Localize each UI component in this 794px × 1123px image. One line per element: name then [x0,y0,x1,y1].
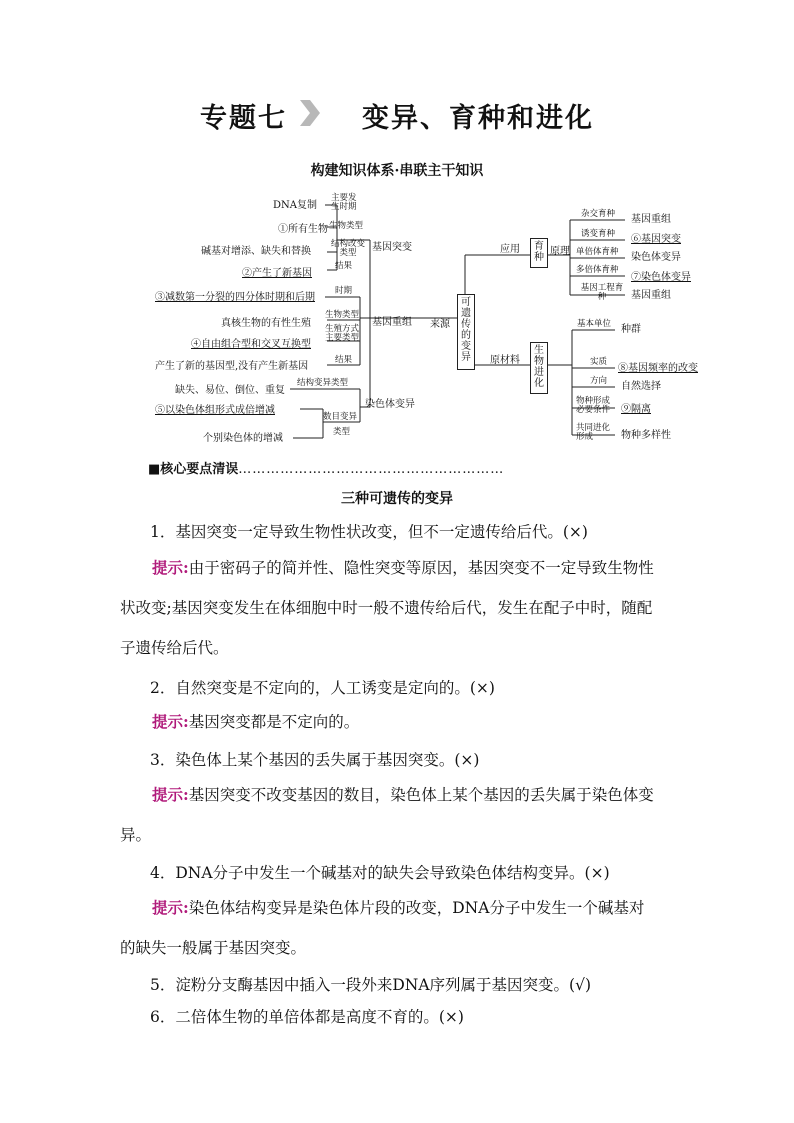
cv-left-2: ⑤以染色体组形式成倍增减 [155,405,275,416]
label-source: 来源 [430,319,450,330]
cv-left-1: 缺失、易位、倒位、重复 [175,385,285,396]
ev-val-4: ⑨隔离 [621,404,651,415]
ev-val-2: ⑧基因频率的改变 [618,363,698,374]
hint-1-cont2: 子遗传给后代。 [120,639,229,657]
br-basis-5: 基因重组 [631,290,671,301]
question-3: 3．染色体上某个基因的丢失属于基因突变。(×) [150,751,480,769]
hint-3-cont: 异。 [120,826,152,844]
gr-cond-4: 结果 [335,355,353,365]
cv-cond-2: 数目变异 [323,412,358,422]
question-6: 6．二倍体生物的单倍体都是高度不育的。(×) [150,1008,464,1026]
hint-4 [152,896,644,918]
branch-gene-recombination: 基因重组 [372,317,412,328]
hint-3-text: 基因突变不改变基因的数目，染色体上某个基因的丢失属于染色体变 [188,786,654,804]
hint-2-text: 基因突变都是不定向的。 [188,713,360,731]
gr-cond-2: 生物类型 [325,310,360,320]
gr-cond-3: 生殖方式 主要类型 [325,324,360,343]
label-principle: 原理 [550,246,570,257]
gm-left-4: ②产生了新基因 [242,268,312,279]
ev-key-2: 实质 [590,357,608,367]
hint-label: 提示: [152,712,189,731]
ev-key-3: 方向 [590,376,608,386]
question-4: 4．DNA分子中发生一个碱基对的缺失会导致染色体结构变异。(×) [150,864,610,882]
gr-left-2: 真核生物的有性生殖 [221,318,311,329]
ev-key-4: 物种形成必要条件 [576,396,611,415]
title-chapter: 专题七 [200,103,287,134]
question-5: 5．淀粉分支酶基因中插入一段外来DNA序列属于基因突变。(√) [150,976,592,994]
br-method-3: 单倍体育种 [576,247,619,257]
hint-1-text: 由于密码子的简并性、隐性突变等原因，基因突变不一定导致生物性 [188,559,654,577]
gr-left-1: ③减数第一分裂的四分体时期和后期 [155,292,315,303]
branch-gene-mutation: 基因突变 [372,242,412,253]
page-title [0,96,794,136]
cv-cond-3: 类型 [333,427,351,437]
section-header [148,458,504,477]
hint-4-text: 染色体结构变异是染色体片段的改变，DNA分子中发生一个碱基对 [188,899,645,917]
center-heritable-variation: 可遗传的变异 [457,294,475,370]
ev-val-5: 物种多样性 [621,430,671,441]
ev-key-5: 共同进化形成 [576,423,611,442]
gm-left-2: ①所有生物 [278,224,328,235]
title-topic: 变异、育种和进化 [362,103,594,134]
cv-left-3: 个别染色体的增减 [203,433,283,444]
br-basis-2: ⑥基因突变 [631,234,681,245]
cv-cond-1: 结构变异类型 [297,378,349,388]
hint-label: 提示: [152,898,189,917]
label-raw-material: 原材料 [490,355,520,366]
br-method-1: 杂交育种 [581,209,616,219]
section-dots: ………………………………………………… [238,462,505,477]
subheading: 三种可遗传的变异 [341,491,453,507]
gm-cond-2: 生物类型 [329,221,364,231]
ev-val-3: 自然选择 [621,381,661,392]
gr-cond-1: 时期 [335,286,353,296]
gm-cond-1: 主要发生时期 [331,193,357,212]
hint-2 [152,710,359,732]
gm-left-1: DNA复制 [273,200,317,211]
knowledge-mindmap [145,190,715,450]
section-label: ■核心要点清误 [148,462,239,477]
br-basis-3: 染色体变异 [631,252,681,263]
br-method-2: 诱变育种 [581,229,616,239]
hint-3 [152,783,654,805]
gm-left-3: 碱基对增添、缺失和替换 [201,246,311,257]
ev-key-1: 基本单位 [577,319,612,329]
hint-label: 提示: [152,558,189,577]
hint-1-cont: 状改变;基因突变发生在体细胞中时一般不遗传给后代，发生在配子中时，随配 [120,599,653,617]
br-method-4: 多倍体育种 [576,265,619,275]
label-application: 应用 [500,244,520,255]
box-evolution: 生物进化 [530,342,548,394]
question-2: 2．自然突变是不定向的，人工诱变是定向的。(×) [150,679,495,697]
gr-left-4: 产生了新的基因型,没有产生新基因 [155,361,309,372]
gm-cond-3: 结构改变类型 [330,239,365,258]
chevron-right-icon [298,98,322,128]
hint-1 [152,556,654,578]
br-method-5: 基因工程育种 [580,283,624,302]
question-1: 1．基因突变一定导致生物性状改变，但不一定遗传给后代。(×) [150,523,588,541]
branch-chromosome-variation: 染色体变异 [365,399,415,410]
ev-val-1: 种群 [621,324,641,335]
box-breeding: 育种 [530,238,548,268]
hint-4-cont: 的缺失一般属于基因突变。 [120,939,307,957]
gr-left-3: ④自由组合型和交叉互换型 [191,339,311,350]
subtitle: 构建知识体系·串联主干知识 [310,163,484,179]
br-basis-4: ⑦染色体变异 [631,272,691,283]
br-basis-1: 基因重组 [631,214,671,225]
hint-label: 提示: [152,785,189,804]
gm-cond-4: 结果 [335,261,353,271]
